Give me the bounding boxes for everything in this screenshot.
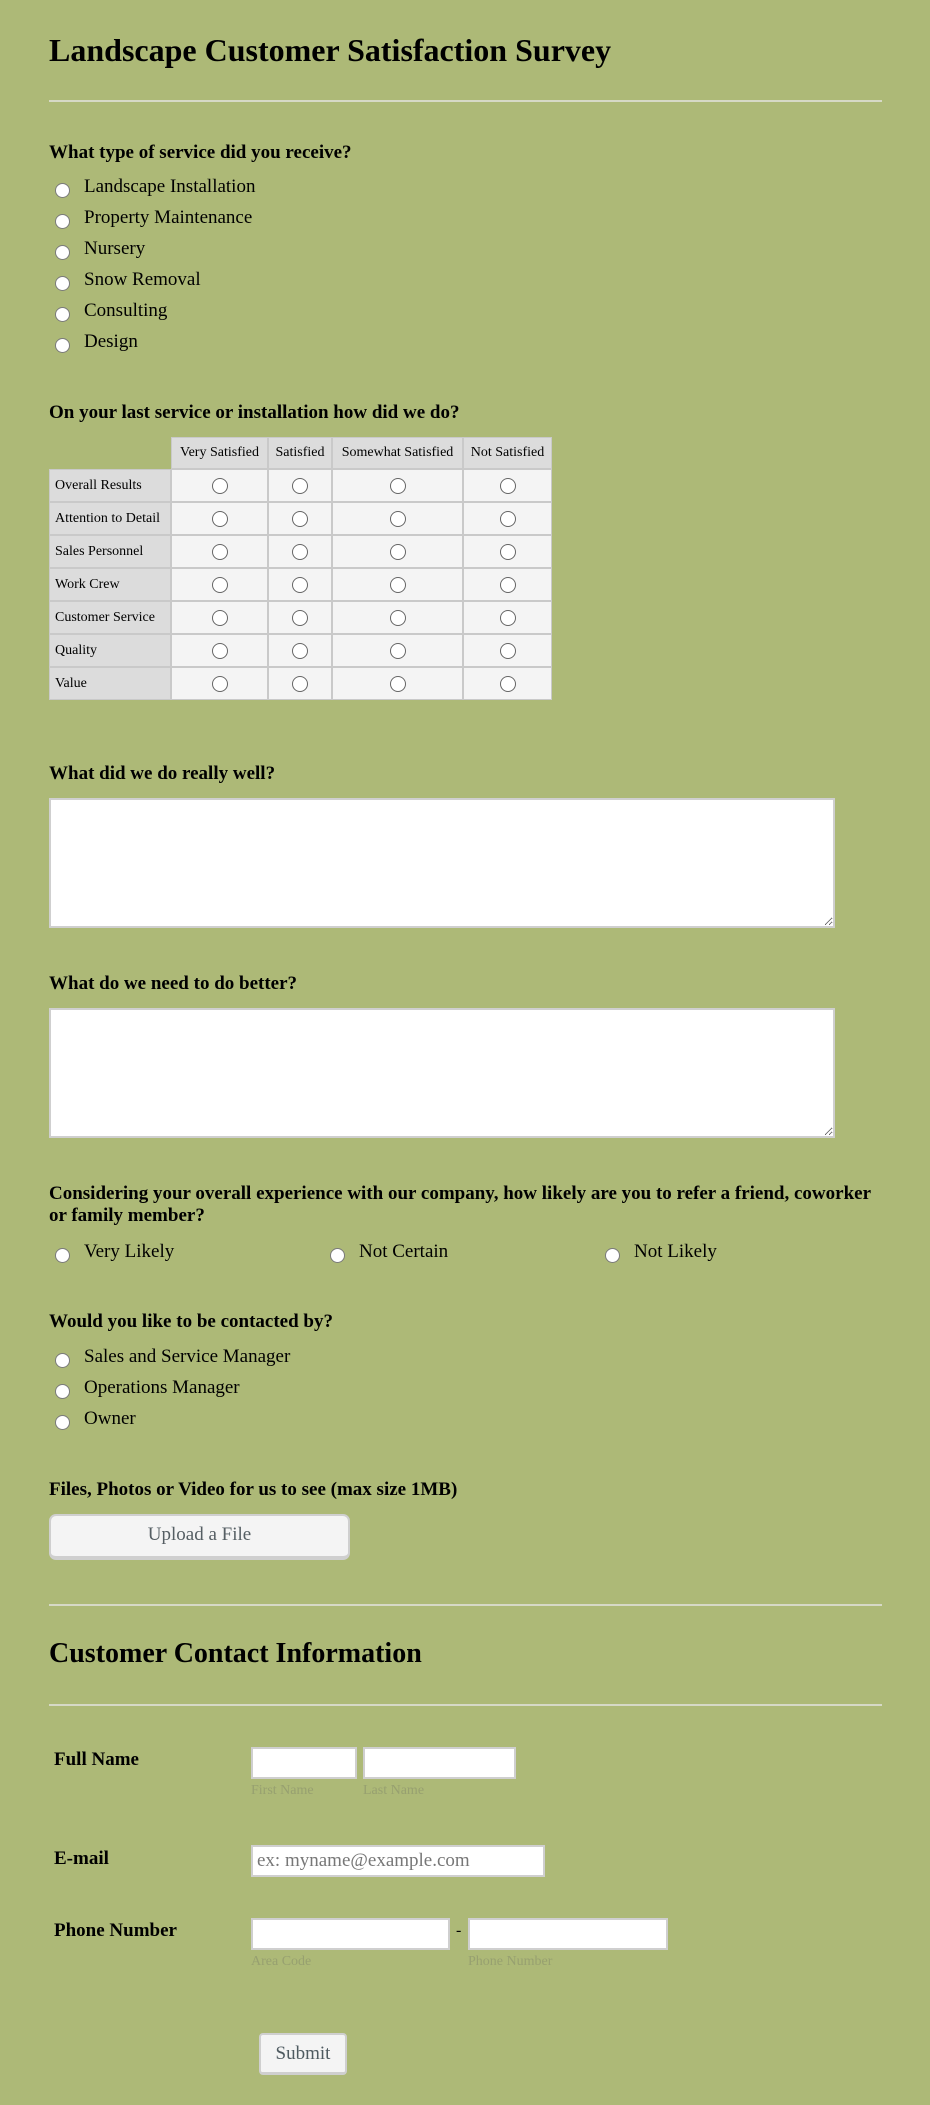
matrix-radio[interactable] (390, 478, 406, 494)
option-label: Consulting (84, 300, 168, 321)
last-name-sublabel: Last Name (363, 1783, 425, 1798)
matrix-row-label: Attention to Detail (49, 502, 171, 535)
matrix-radio[interactable] (500, 676, 516, 692)
matrix-row (49, 469, 552, 502)
service-option-consulting[interactable] (55, 298, 167, 324)
contact-option-operations-manager[interactable] (55, 1375, 240, 1401)
area-code-sublabel: Area Code (251, 1954, 312, 1969)
matrix-radio[interactable] (390, 610, 406, 626)
matrix-row-label: Quality (49, 634, 171, 667)
referral-option-very-likely[interactable] (55, 1239, 174, 1265)
matrix-radio[interactable] (500, 643, 516, 659)
upload-file-button[interactable]: Upload a File (49, 1514, 350, 1560)
radio-button[interactable] (55, 276, 70, 291)
radio-button[interactable] (55, 245, 70, 260)
matrix-row-label: Sales Personnel (49, 535, 171, 568)
matrix-radio[interactable] (212, 676, 228, 692)
option-label: Nursery (84, 238, 146, 259)
last-name-input[interactable] (363, 1747, 516, 1779)
submit-button[interactable]: Submit (259, 2033, 347, 2075)
page-title: Landscape Customer Satisfaction Survey (49, 32, 612, 68)
radio-button[interactable] (55, 183, 70, 198)
referral-question-label: Considering your overall experience with our company, how likely are you to refer a friend, coworker or family member? (49, 1183, 871, 1226)
radio-button[interactable] (55, 338, 70, 353)
full-name-label: Full Name (54, 1749, 139, 1770)
matrix-radio[interactable] (212, 544, 228, 560)
matrix-row (49, 535, 552, 568)
option-label: Operations Manager (84, 1377, 240, 1398)
matrix-row (49, 667, 552, 700)
do-better-textarea[interactable] (49, 1008, 835, 1138)
matrix-radio[interactable] (292, 478, 308, 494)
contact-by-label: Would you like to be contacted by? (49, 1311, 333, 1332)
contact-option-owner[interactable] (55, 1406, 136, 1432)
matrix-radio[interactable] (212, 643, 228, 659)
matrix-row-label: Work Crew (49, 568, 171, 601)
matrix-radio[interactable] (292, 577, 308, 593)
radio-button[interactable] (605, 1248, 620, 1263)
service-option-snow-removal[interactable] (55, 267, 201, 293)
matrix-column-header: Not Satisfied (463, 437, 552, 469)
matrix-radio[interactable] (212, 610, 228, 626)
option-label: Owner (84, 1408, 136, 1429)
radio-button[interactable] (55, 1353, 70, 1368)
phone-number-input[interactable] (468, 1918, 668, 1950)
first-name-input[interactable] (251, 1747, 357, 1779)
radio-button[interactable] (55, 307, 70, 322)
matrix-column-header: Very Satisfied (171, 437, 268, 469)
option-label: Landscape Installation (84, 176, 256, 197)
matrix-radio[interactable] (390, 544, 406, 560)
did-well-textarea[interactable] (49, 798, 835, 928)
rating-matrix-label: On your last service or installation how did we do? (49, 402, 460, 423)
contact-section-title: Customer Contact Information (49, 1638, 422, 1669)
matrix-row (49, 502, 552, 535)
service-option-nursery[interactable] (55, 236, 145, 262)
matrix-radio[interactable] (212, 577, 228, 593)
matrix-row-label: Customer Service (49, 601, 171, 634)
matrix-radio[interactable] (292, 610, 308, 626)
radio-button[interactable] (55, 1248, 70, 1263)
divider (49, 100, 882, 102)
matrix-radio[interactable] (292, 511, 308, 527)
matrix-radio[interactable] (500, 577, 516, 593)
matrix-radio[interactable] (292, 643, 308, 659)
option-label: Not Certain (359, 1241, 449, 1262)
service-option-landscape-installation[interactable] (55, 174, 255, 200)
area-code-input[interactable] (251, 1918, 450, 1950)
phone-label: Phone Number (54, 1920, 177, 1941)
matrix-radio[interactable] (390, 676, 406, 692)
email-input[interactable] (251, 1845, 545, 1877)
matrix-radio[interactable] (500, 544, 516, 560)
matrix-row (49, 601, 552, 634)
matrix-row-label: Overall Results (49, 469, 171, 502)
divider (49, 1604, 882, 1606)
radio-button[interactable] (55, 214, 70, 229)
phone-number-sublabel: Phone Number (468, 1954, 553, 1969)
service-question-label: What type of service did you receive? (49, 142, 352, 163)
referral-option-not-likely[interactable] (605, 1239, 717, 1265)
email-label: E-mail (54, 1848, 109, 1869)
option-label: Not Likely (634, 1241, 717, 1262)
matrix-column-header: Somewhat Satisfied (332, 437, 463, 469)
radio-button[interactable] (55, 1384, 70, 1399)
upload-label: Files, Photos or Video for us to see (max size 1MB) (49, 1479, 458, 1500)
matrix-corner (49, 437, 171, 469)
rating-matrix (49, 437, 552, 700)
radio-button[interactable] (55, 1415, 70, 1430)
matrix-radio[interactable] (500, 478, 516, 494)
service-option-design[interactable] (55, 329, 138, 355)
radio-button[interactable] (330, 1248, 345, 1263)
matrix-radio[interactable] (212, 511, 228, 527)
phone-separator: - (456, 1922, 462, 1939)
matrix-row-label: Value (49, 667, 171, 700)
option-label: Very Likely (84, 1241, 175, 1262)
matrix-column-header: Satisfied (268, 437, 332, 469)
matrix-radio[interactable] (500, 610, 516, 626)
option-label: Property Maintenance (84, 207, 253, 228)
option-label: Design (84, 331, 138, 352)
referral-option-not-certain[interactable] (330, 1239, 448, 1265)
divider (49, 1704, 882, 1706)
matrix-radio[interactable] (212, 478, 228, 494)
matrix-radio[interactable] (292, 544, 308, 560)
first-name-sublabel: First Name (251, 1783, 314, 1798)
matrix-row (49, 634, 552, 667)
contact-option-sales-service-manager[interactable] (55, 1344, 290, 1370)
do-better-label: What do we need to do better? (49, 973, 298, 994)
matrix-row (49, 568, 552, 601)
matrix-radio[interactable] (390, 577, 406, 593)
service-option-property-maintenance[interactable] (55, 205, 252, 231)
did-well-label: What did we do really well? (49, 763, 276, 784)
matrix-radio[interactable] (292, 676, 308, 692)
option-label: Sales and Service Manager (84, 1346, 291, 1367)
matrix-radio[interactable] (500, 511, 516, 527)
matrix-radio[interactable] (390, 643, 406, 659)
matrix-radio[interactable] (390, 511, 406, 527)
option-label: Snow Removal (84, 269, 201, 290)
